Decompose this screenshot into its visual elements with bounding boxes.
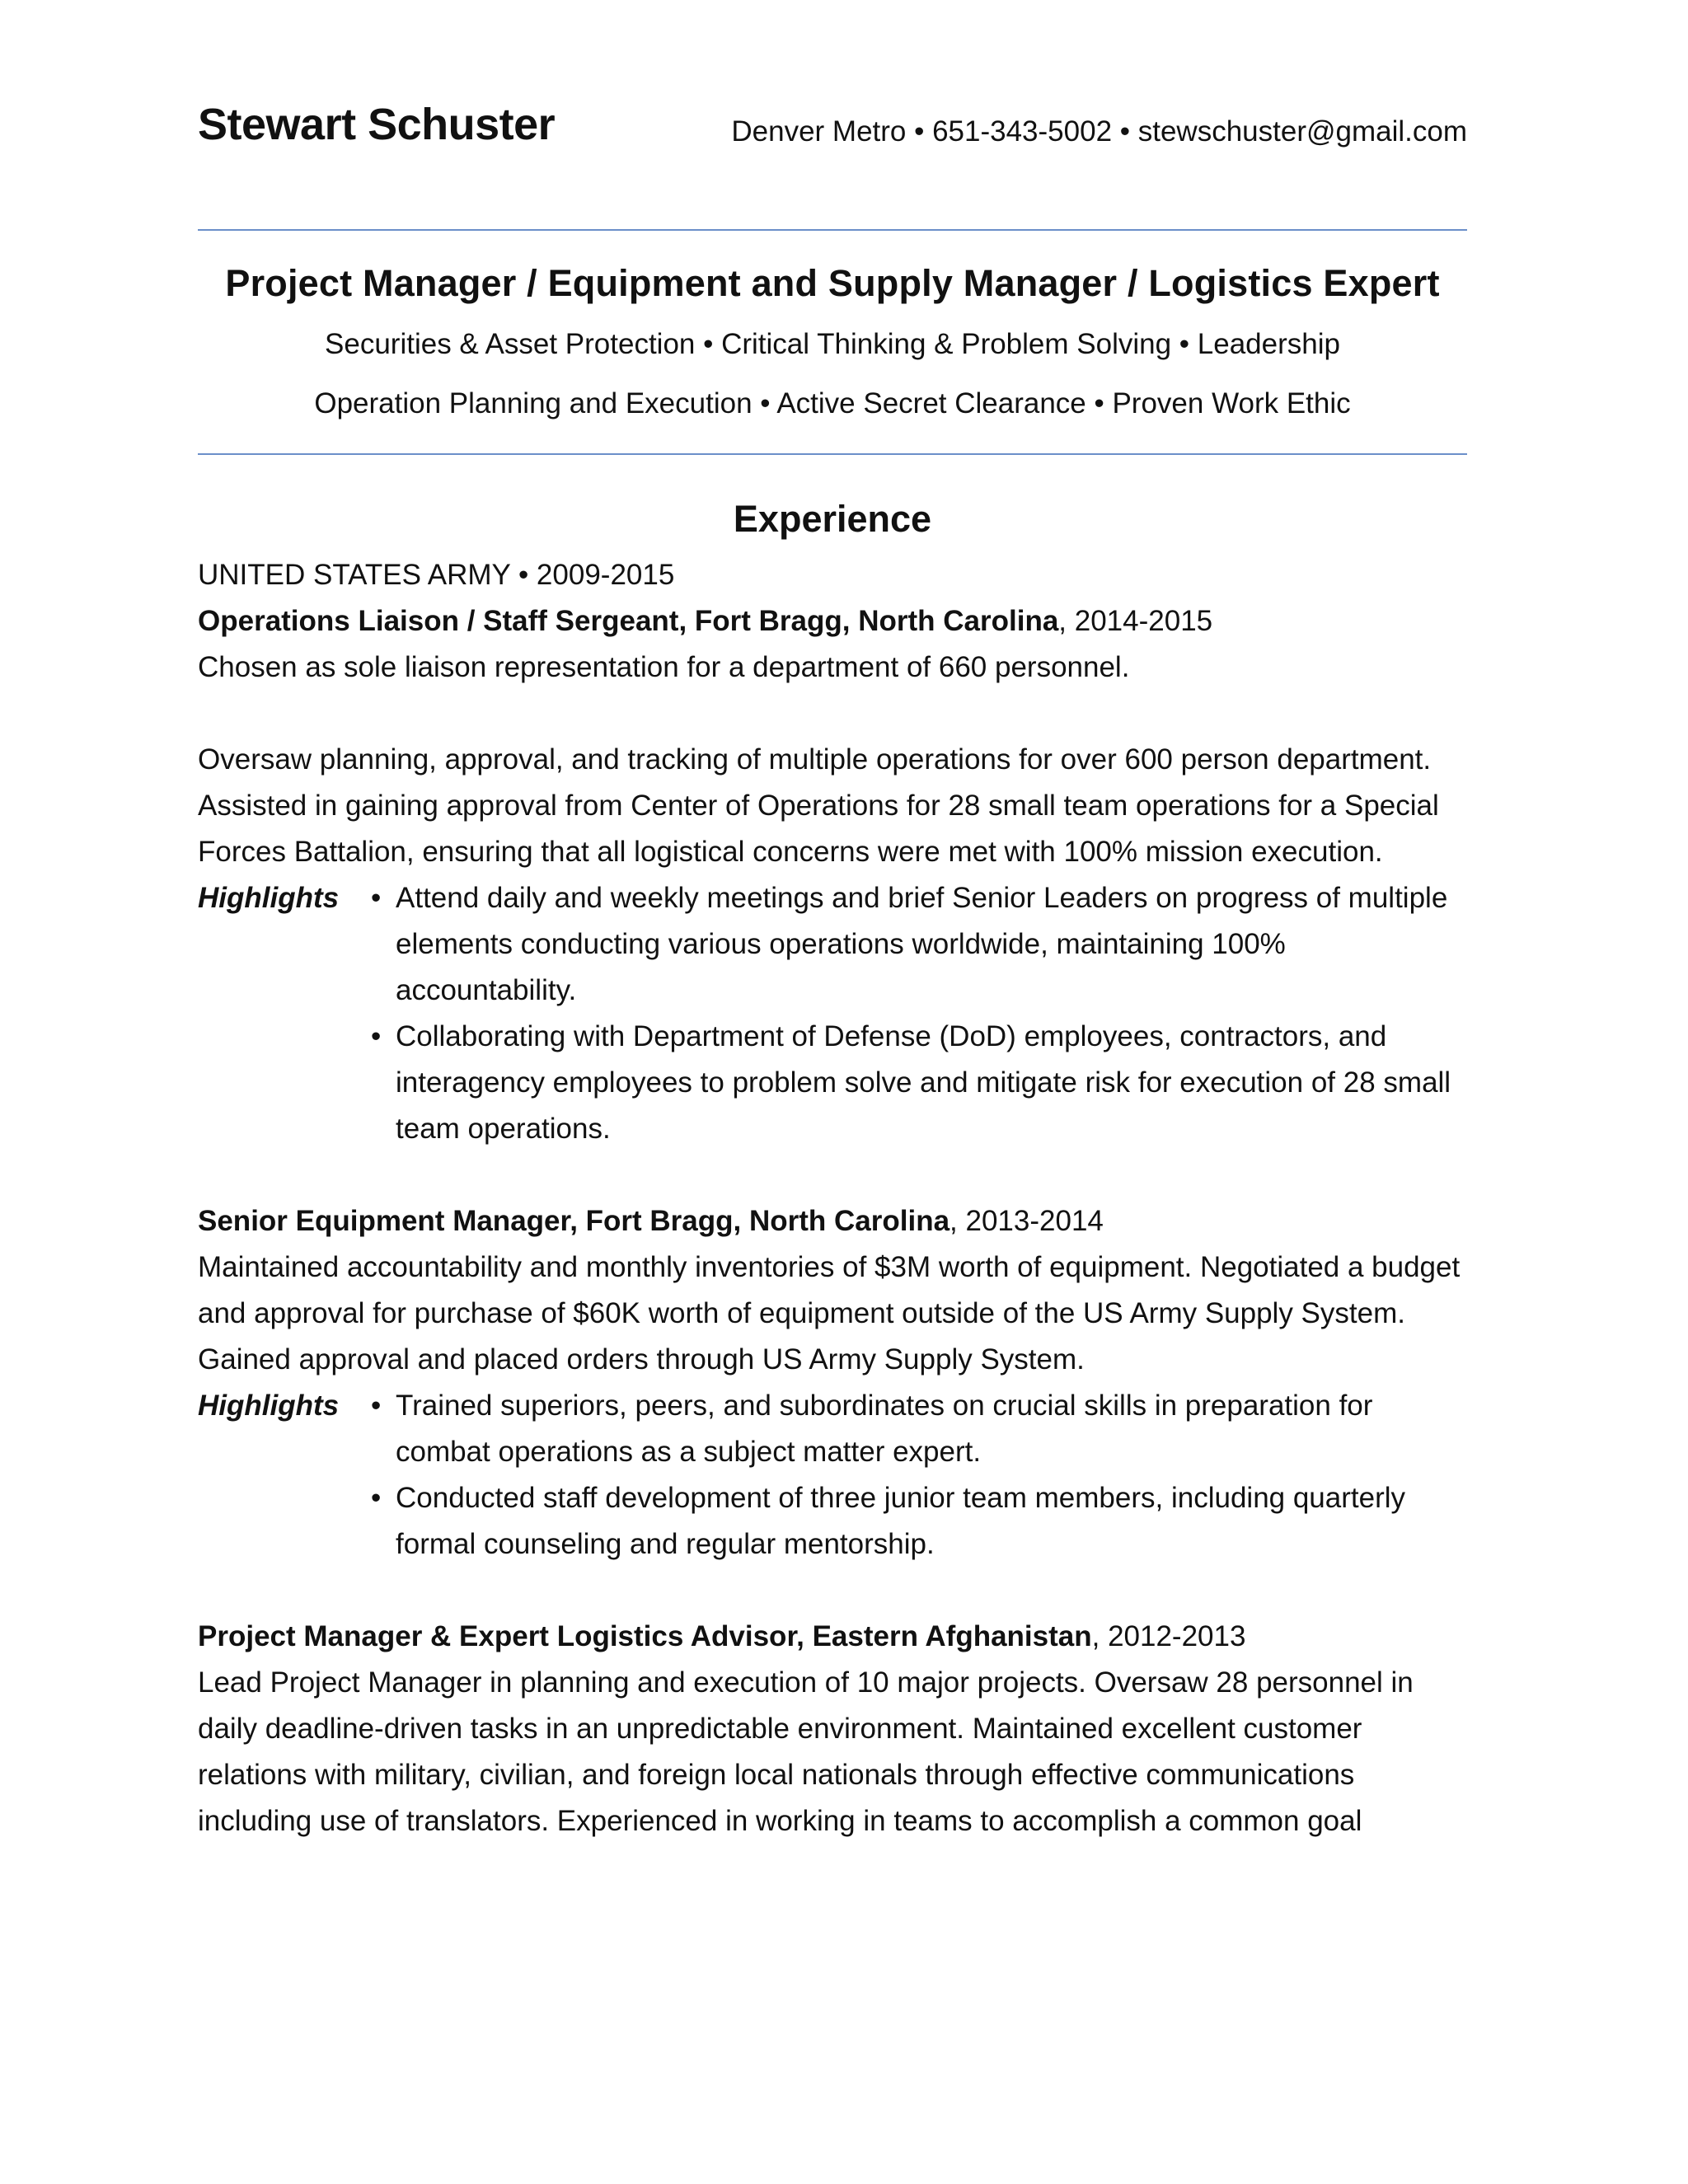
job-description: Maintained accountability and monthly inventories of $3M worth of equipment. Negotiated a budget and approval for purchase of $60K worth of equipment outside of the US Army Supply System. Gained approval and placed orders through US Army Supply System. [198, 1251, 1461, 1376]
highlight-item [371, 1383, 1467, 1475]
job-entry [198, 1198, 1467, 1568]
highlight-item [371, 875, 1467, 1014]
highlights-list [371, 875, 1467, 1152]
job-dates: , 2013-2014 [950, 1205, 1104, 1237]
skills-summary [198, 315, 1467, 434]
highlights-list [371, 1383, 1467, 1568]
job-title: Operations Liaison / Staff Sergeant, Fort Bragg, North Carolina [198, 605, 1059, 637]
highlight-item [371, 1475, 1467, 1568]
job-highlights [198, 1383, 1467, 1568]
resume-page [198, 99, 1467, 1844]
resume-header [198, 99, 1467, 165]
job-dates: , 2012-2013 [1091, 1620, 1246, 1652]
highlight-item [371, 1014, 1467, 1152]
highlight-text: Conducted staff development of three junior team members, including quarterly formal counseling and regular mentorship. [396, 1482, 1406, 1560]
organization-line: UNITED STATES ARMY • 2009-2015 [198, 559, 675, 591]
highlight-text: Trained superiors, peers, and subordinates on crucial skills in preparation for combat operations as a subject matter expert. [396, 1390, 1373, 1468]
contact-info: Denver Metro • 651-343-5002 • stewschuster@gmail.com [731, 115, 1467, 148]
bullet-icon: • [371, 882, 382, 914]
job-summary: Chosen as sole liaison representation for a department of 660 personnel. [198, 651, 1130, 683]
skills-line: Operation Planning and Execution • Active Secret Clearance • Proven Work Ethic [314, 387, 1351, 419]
divider-bottom [198, 453, 1467, 455]
divider-top [198, 229, 1467, 231]
job-entry [198, 598, 1467, 1152]
job-title-line [198, 1614, 1467, 1660]
highlight-text: Attend daily and weekly meetings and brief Senior Leaders on progress of multiple elements conducting various operations worldwide, maintaining 100% accountability. [396, 882, 1448, 1006]
experience-heading: Experience [733, 498, 932, 540]
job-title: Project Manager & Expert Logistics Advisor, Eastern Afghanistan [198, 1620, 1092, 1652]
job-title: Senior Equipment Manager, Fort Bragg, North Carolina [198, 1205, 950, 1237]
highlights-label: Highlights [198, 1390, 340, 1422]
experience-section [198, 552, 1467, 1844]
bullet-icon: • [371, 1020, 382, 1052]
candidate-name: Stewart Schuster [198, 100, 556, 149]
job-entry [198, 1614, 1467, 1844]
job-description: Oversaw planning, approval, and tracking of multiple operations for over 600 person department. Assisted in gaining approval from Center of Operations for 28 small team operations for a Special Forces Battalion, ensuring that all logistical concerns were met with 100% mission execution. [198, 743, 1439, 868]
job-highlights [198, 875, 1467, 1152]
job-dates: , 2014-2015 [1058, 605, 1213, 637]
professional-headline: Project Manager / Equipment and Supply Manager / Logistics Expert [225, 262, 1440, 304]
bullet-icon: • [371, 1482, 382, 1514]
job-description: Lead Project Manager in planning and execution of 10 major projects. Oversaw 28 personnel in daily deadline-driven tasks in an unpredictable environment. Maintained excellent customer relations with military, civilian, and foreign local nationals through effective communications including use of translators. Experienced in working in teams to accomplish a common goal [198, 1666, 1414, 1837]
skills-line: Securities & Asset Protection • Critical Thinking & Problem Solving • Leadership [325, 328, 1340, 360]
job-title-line [198, 598, 1467, 644]
highlight-text: Collaborating with Department of Defense (DoD) employees, contractors, and interagency employees to problem solve and mitigate risk for execution of 28 small team operations. [396, 1020, 1451, 1145]
highlights-label: Highlights [198, 882, 340, 914]
bullet-icon: • [371, 1390, 382, 1422]
job-title-line [198, 1198, 1467, 1244]
